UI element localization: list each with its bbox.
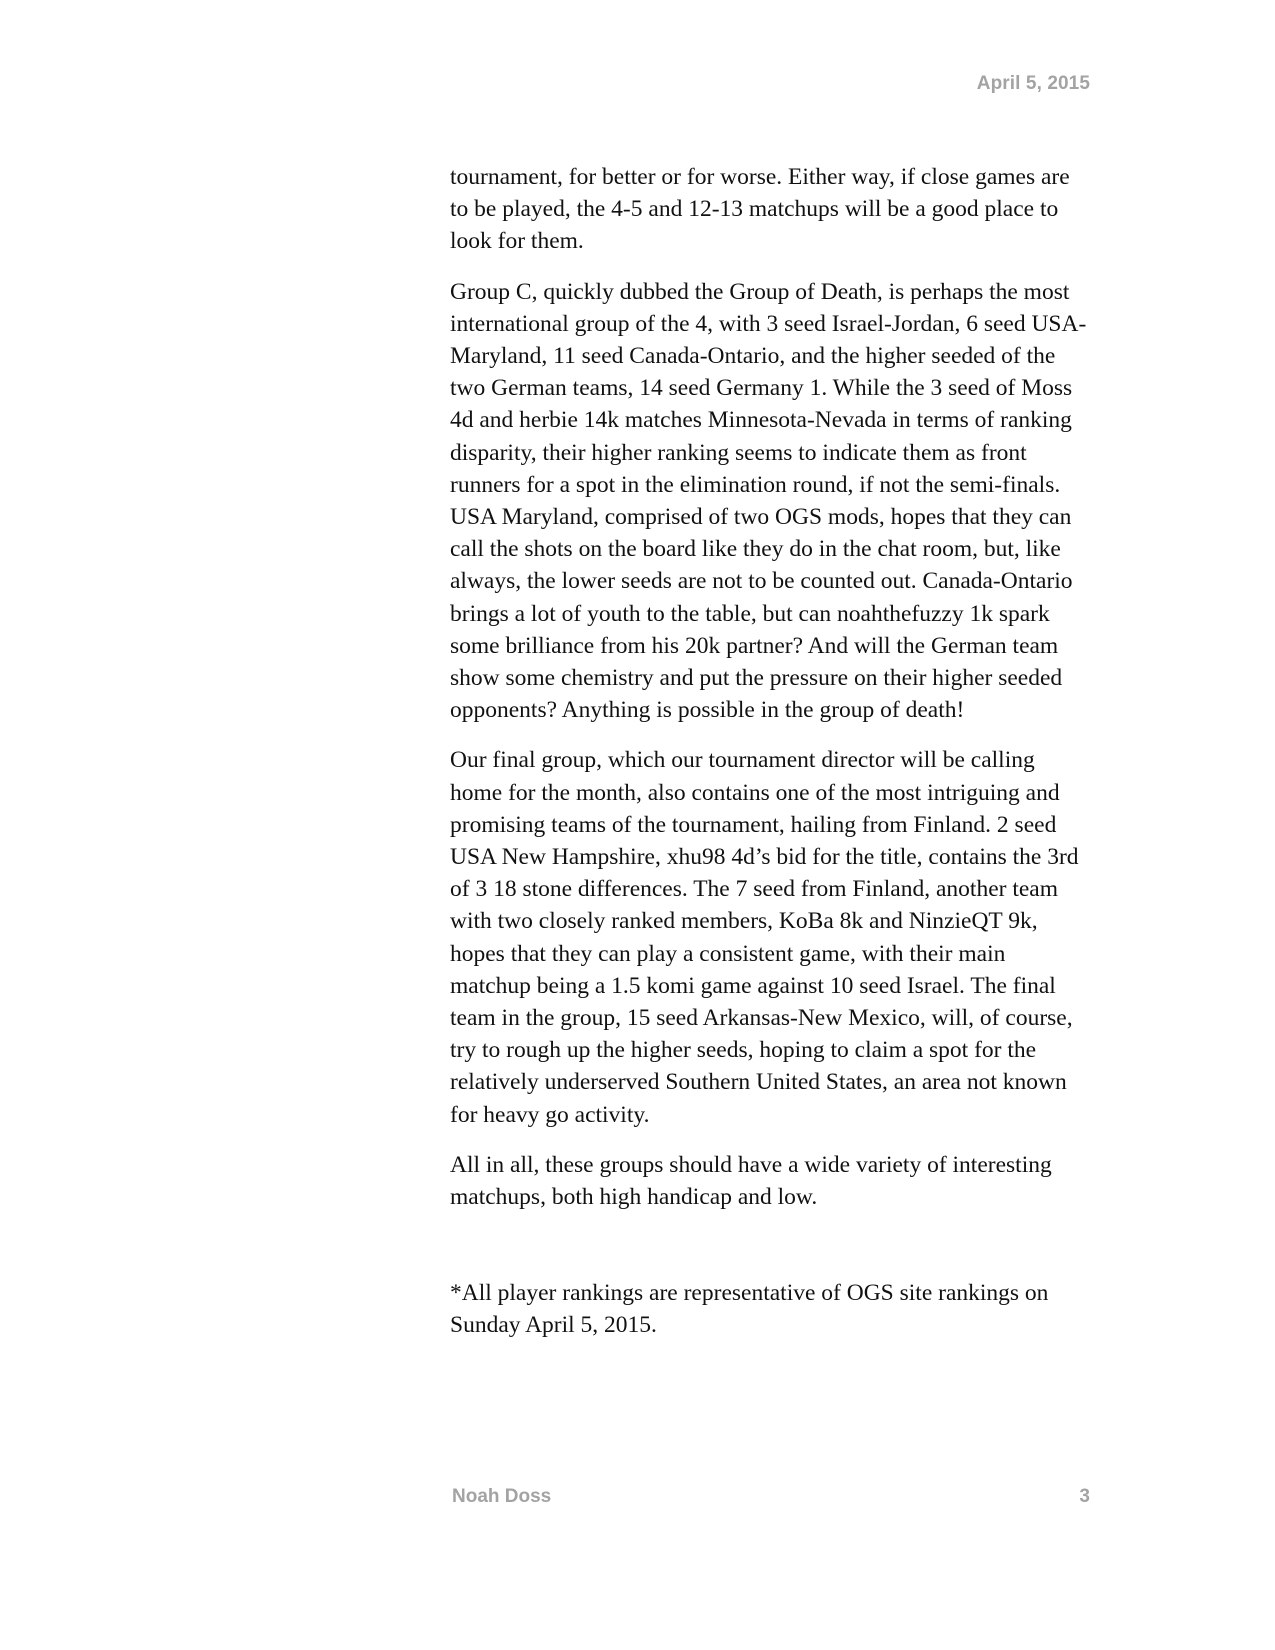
footnote [450, 1277, 1100, 1341]
footnote-line: Sunday April 5, 2015. [450, 1312, 657, 1339]
text-line: to be played, the 4-5 and 12-13 matchups will be a good place to [450, 196, 1059, 223]
text-line: 4d and herbie 14k matches Minnesota-Nevada in terms of ranking [450, 407, 1072, 434]
text-line: with two closely ranked members, KoBa 8k and NinzieQT 9k, [450, 908, 1038, 935]
text-line: some brilliance from his 20k partner? And will the German team [450, 632, 1059, 659]
text-line: USA New Hampshire, xhu98 4d’s bid for the title, contains the 3rd [450, 844, 1079, 871]
paragraph-final-group [450, 744, 1100, 1130]
text-line: Maryland, 11 seed Canada-Ontario, and the higher seeded of the [450, 343, 1056, 370]
text-line: opponents? Anything is possible in the group of death! [450, 697, 965, 724]
text-line: team in the group, 15 seed Arkansas-New Mexico, will, of course, [450, 1005, 1073, 1032]
paragraph-intro-continuation [450, 161, 1100, 258]
text-line: brings a lot of youth to the table, but can noahthefuzzy 1k spark [450, 600, 1050, 627]
text-line: international group of the 4, with 3 seed Israel-Jordan, 6 seed USA- [450, 310, 1087, 337]
text-line: of 3 18 stone differences. The 7 seed from Finland, another team [450, 876, 1058, 903]
text-line: home for the month, also contains one of the most intriguing and [450, 779, 1060, 806]
body-text [450, 161, 1100, 1231]
text-line: matchups, both high handicap and low. [450, 1184, 818, 1211]
text-line: promising teams of the tournament, hailing from Finland. 2 seed [450, 811, 1057, 838]
text-line: Group C, quickly dubbed the Group of Death, is perhaps the most [450, 278, 1070, 305]
text-line: tournament, for better or for worse. Either way, if close games are [450, 164, 1070, 190]
text-line: show some chemistry and put the pressure on their higher seeded [450, 665, 1063, 692]
text-line: disparity, their higher ranking seems to indicate them as front [450, 439, 1027, 466]
text-line: relatively underserved Southern United States, an area not known [450, 1069, 1067, 1096]
paragraph-group-c [450, 276, 1100, 727]
paragraph-conclusion [450, 1149, 1100, 1213]
text-line: look for them. [450, 228, 584, 255]
text-line: two German teams, 14 seed Germany 1. While the 3 seed of Moss [450, 375, 1073, 402]
footnote-line: *All player rankings are representative of OGS site rankings on [450, 1280, 1049, 1306]
footer-author: Noah Doss [452, 1486, 552, 1507]
text-line: All in all, these groups should have a wide variety of interesting [450, 1151, 1052, 1178]
text-line: runners for a spot in the elimination round, if not the semi-finals. [450, 471, 1061, 498]
text-line: always, the lower seeds are not to be counted out. Canada-Ontario [450, 568, 1073, 595]
text-line: hopes that they can play a consistent game, with their main [450, 940, 1006, 967]
text-line: call the shots on the board like they do in the chat room, but, like [450, 536, 1061, 563]
text-line: for heavy go activity. [450, 1101, 650, 1128]
text-line: Our final group, which our tournament director will be calling [450, 747, 1035, 774]
header-date: April 5, 2015 [976, 73, 1090, 94]
text-line: USA Maryland, comprised of two OGS mods, hopes that they can [450, 504, 1072, 531]
text-line: matchup being a 1.5 komi game against 10 seed Israel. The final [450, 972, 1056, 999]
footer-page-number: 3 [1079, 1486, 1090, 1507]
text-line: try to rough up the higher seeds, hoping to claim a spot for the [450, 1037, 1037, 1064]
